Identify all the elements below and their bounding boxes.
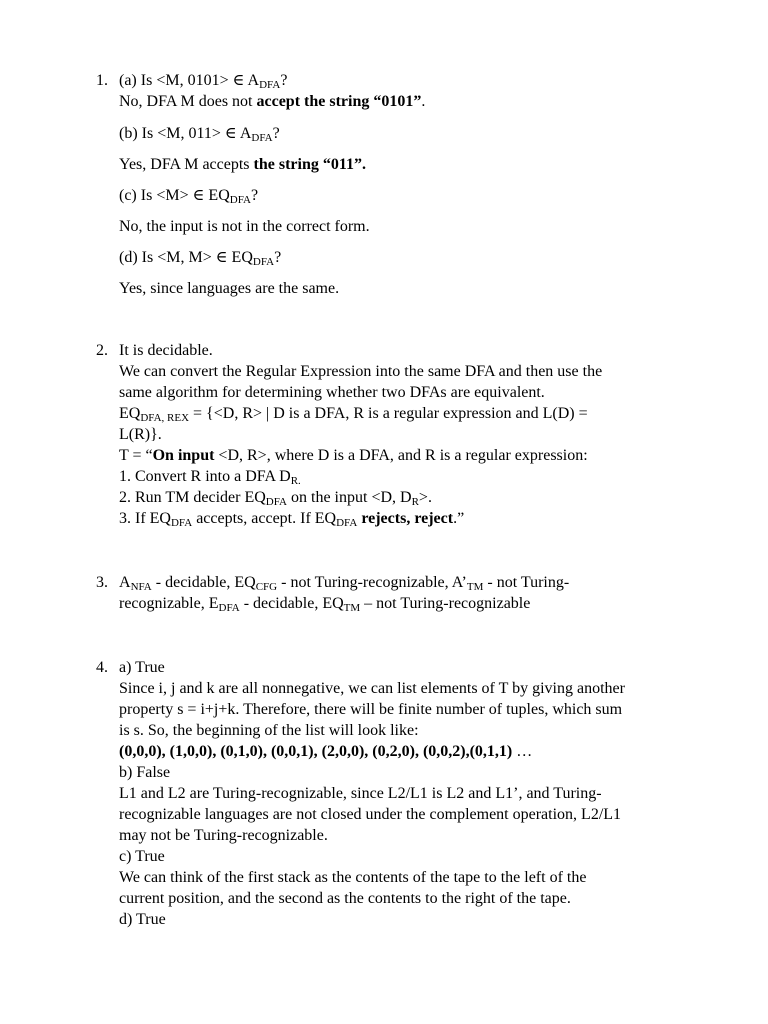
q4-line-8: recognizable languages are not closed under the complement operation, L2/L1 bbox=[119, 806, 622, 823]
q4-line-11: We can think of the first stack as the contents of the tape to the left of the bbox=[119, 869, 587, 886]
q4-line-2: Since i, j and k are all nonnegative, we can list elements of T by giving another bbox=[119, 680, 625, 697]
q1a-question: (a) Is <M, 0101> ∈ $A_{DFA}$? bbox=[119, 72, 288, 91]
q1d-question: (d) Is <M, M> ∈ $EQ_{DFA}$? bbox=[119, 249, 282, 268]
q4-number: 4. bbox=[96, 659, 108, 676]
q4-line-13: d) True bbox=[119, 911, 166, 928]
q1-number: 1. bbox=[96, 72, 108, 89]
q4-line-5: (0,0,0), (1,0,0), (0,1,0), (0,0,1), (2,0,0), (0,2,0), (0,0,2),(0,1,1) … bbox=[119, 743, 533, 760]
q4-line-6: b) False bbox=[119, 764, 171, 781]
q2-line-1: It is decidable. bbox=[119, 342, 213, 359]
q4-line-3: property s = i+j+k. Therefore, there will be finite number of tuples, which sum bbox=[119, 701, 623, 718]
q3-line-2: recognizable, $E_{DFA}$ - decidable, $EQ_{TM}$ – not Turing-recognizable bbox=[119, 595, 531, 614]
q2-line-7: 1. Convert R into a DFA $D_{R.}$ bbox=[119, 468, 301, 487]
q2-line-5: L(R)}. bbox=[119, 426, 162, 443]
q2-line-9: 3. If $EQ_{DFA}$ accepts, accept. If $EQ_{DFA}$ rejects, reject.” bbox=[119, 510, 465, 529]
q2-line-4: $EQ_{DFA, REX} = \{<D$, R> | D is a DFA, R is a regular expression and L(D) = bbox=[119, 405, 588, 424]
q1b-answer: Yes, DFA M accepts the string “011”. bbox=[119, 156, 366, 173]
q2-line-6: T = “On input <D, R>, where D is a DFA, and R is a regular expression: bbox=[119, 447, 588, 464]
q1b-question: (b) Is <M, 011> ∈ $A_{DFA}$? bbox=[119, 125, 280, 144]
q4-line-9: may not be Turing-recognizable. bbox=[119, 827, 328, 844]
q1d-answer: Yes, since languages are the same. bbox=[119, 280, 340, 297]
q4-line-1: a) True bbox=[119, 659, 165, 676]
q2-line-3: same algorithm for determining whether two DFAs are equivalent. bbox=[119, 384, 545, 401]
q4-line-7: L1 and L2 are Turing-recognizable, since L2/L1 is L2 and L1’, and Turing- bbox=[119, 785, 602, 802]
q1c-answer: No, the input is not in the correct form. bbox=[119, 218, 370, 235]
q4-line-4: is s. So, the beginning of the list will look like: bbox=[119, 722, 419, 739]
q4-line-12: current position, and the second as the contents to the right of the tape. bbox=[119, 890, 571, 907]
q2-number: 2. bbox=[96, 342, 108, 359]
q1c-question: (c) Is <M> ∈ $EQ_{DFA}$? bbox=[119, 187, 259, 206]
q3-line-1: $A_{NFA}$ - decidable, $EQ_{CFG}$ - not Turing-recognizable, $A’_{TM}$ - not Turing- bbox=[119, 574, 570, 593]
q4-line-10: c) True bbox=[119, 848, 165, 865]
q2-line-2: We can convert the Regular Expression into the same DFA and then use the bbox=[119, 363, 603, 380]
q2-line-8: 2. Run TM decider $EQ_{DFA}$ on the input <D, $D_R>$. bbox=[119, 489, 432, 508]
q3-number: 3. bbox=[96, 574, 108, 591]
q1a-answer: No, DFA M does not accept the string “0101”. bbox=[119, 93, 426, 110]
